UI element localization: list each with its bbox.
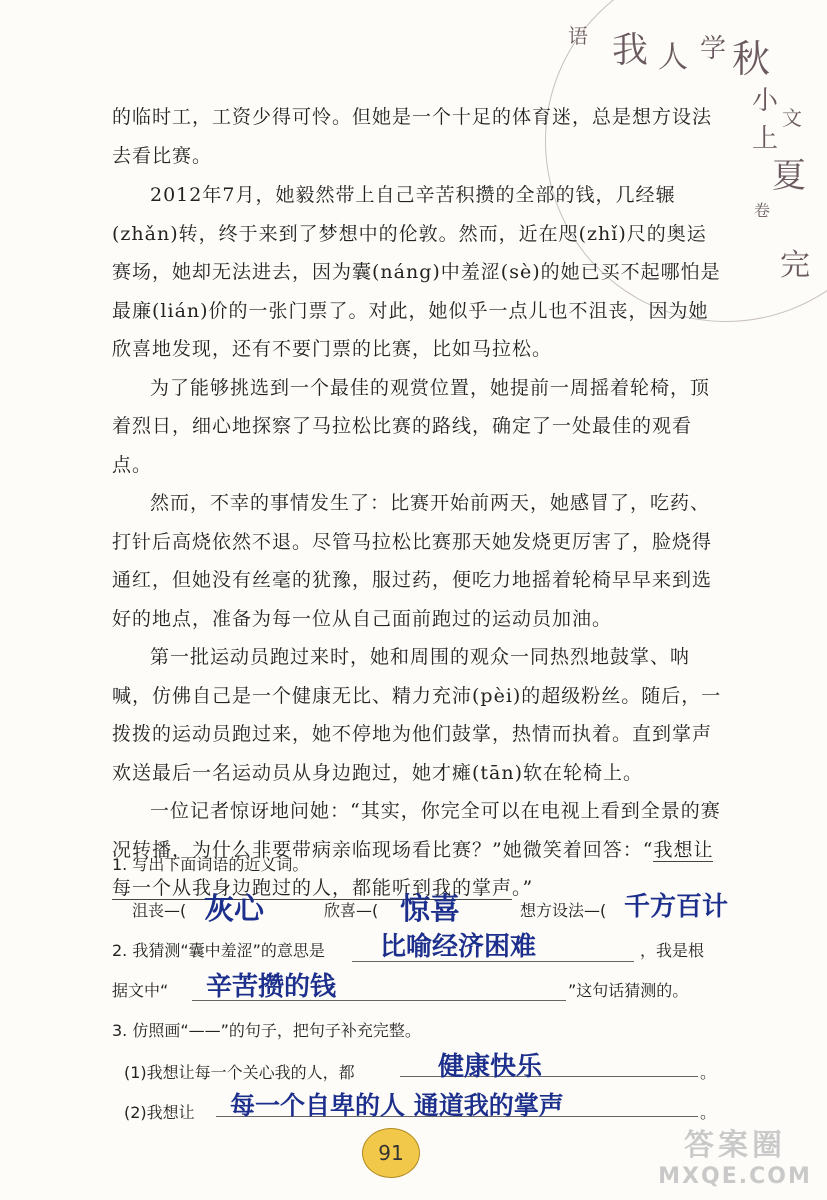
header-char: 秋 (732, 37, 771, 81)
q1-item-label: 沮丧—( (132, 901, 187, 920)
watermark-url: MXQE.COM (658, 1164, 812, 1189)
header-char: 学 (700, 34, 727, 64)
q1-item-label: 欣喜—( (324, 901, 379, 920)
passage-paragraph: 2012年7月，她毅然带上自己辛苦积攒的全部的钱，几经辗(zhǎn)转，终于来到了梦想中的伦敦。然而，近在咫(zhǐ)尺的奥运赛场，她却无法进去，因为囊(náng)中羞涩(sè)的她已买不起哪怕是最廉(lián)价的一张门票了。对此，她似乎一点儿也不沮丧，因为她欣喜地发现，还有不要门票的比赛，比如马拉松。 (112, 184, 721, 360)
question-2: 2. 我猜测“囊中羞涩”的意思是 (112, 941, 325, 960)
passage-text: 一位记者惊讶地问她：“其实，你完全可以在电视上看到全景的赛况转播，为什么非要带病亲临现场看比赛？”她微笑着回答：“ (112, 800, 721, 861)
header-char: 我 (612, 30, 649, 71)
underlined-sentence: 我想让每一个从我身边跑过的人，都能听到我的掌声 (112, 838, 714, 899)
answer-handwritten: 比喻经济困难 (380, 932, 537, 962)
header-char: 小 (752, 86, 779, 116)
question-2-text: ”这句话猜测的。 (568, 981, 689, 1000)
header-char: 语 (568, 24, 588, 48)
passage-paragraph: 然而，不幸的事情发生了：比赛开始前两天，她感冒了，吃药、打针后高烧依然不退。尽管马拉松比赛那天她发烧更厉害了，脸烧得通红，但她没有丝毫的犹豫，服过药，便吃力地摇着轮椅早早来到选好的地点，准备为每一位从自己面前跑过的运动员加油。 (112, 492, 713, 630)
watermark-text: 答案圈 (684, 1128, 786, 1163)
question-3-item: (1)我想让每一个关心我的人，都 (124, 1063, 355, 1082)
period: 。 (700, 1063, 717, 1082)
header-char: 夏 (772, 156, 806, 196)
question-2-text: ，我是根 (640, 941, 705, 960)
question-3-item: (2)我想让 (124, 1103, 195, 1122)
answer-handwritten: 千方百计 (624, 892, 729, 922)
period: 。 (700, 1103, 717, 1122)
header-char: 上 (752, 124, 779, 154)
answer-handwritten: 灰心 (204, 892, 264, 927)
header-char: 人 (658, 40, 688, 75)
header-char: 完 (780, 248, 810, 283)
header-char: 卷 (754, 201, 771, 220)
answer-handwritten: 健康快乐 (438, 1052, 543, 1082)
question-3: 3. 仿照画“——”的句子，把句子补充完整。 (112, 1021, 421, 1040)
passage-text: 。” (512, 877, 534, 899)
passage-paragraph: 第一批运动员跑过来时，她和周围的观众一同热烈地鼓掌、呐喊，仿佛自己是一个健康无比、精力充沛(pèi)的超级粉丝。随后，一拨拨的运动员跑过来，她不停地为他们鼓掌，热情而执着。直到掌声欢送最后一名运动员从身边跑过，她才瘫(tān)软在轮椅上。 (112, 646, 722, 784)
passage-paragraph: 为了能够挑选到一个最佳的观赏位置，她提前一周摇着轮椅，顶着烈日，细心地探察了马拉松比赛的路线，确定了一处最佳的观看点。 (112, 376, 711, 476)
watermark-logo (650, 1120, 820, 1195)
answer-handwritten: 惊喜 (400, 892, 460, 927)
reading-passage (112, 98, 722, 908)
question-1: 1. 写出下面词语的近义词。 (112, 855, 309, 874)
q1-item-label: 想方设法—( (520, 901, 607, 920)
answer-handwritten: 辛苦攒的钱 (206, 972, 337, 1002)
header-char: 文 (782, 106, 802, 130)
answer-handwritten: 每一个自卑的人 通道我的掌声 (230, 1091, 564, 1120)
question-2-text: 据文中“ (112, 981, 169, 1000)
passage-paragraph: 的临时工，工资少得可怜。但她是一个十足的体育迷，总是想方设法去看比赛。 (112, 106, 713, 167)
page-number: 91 (362, 1128, 420, 1178)
